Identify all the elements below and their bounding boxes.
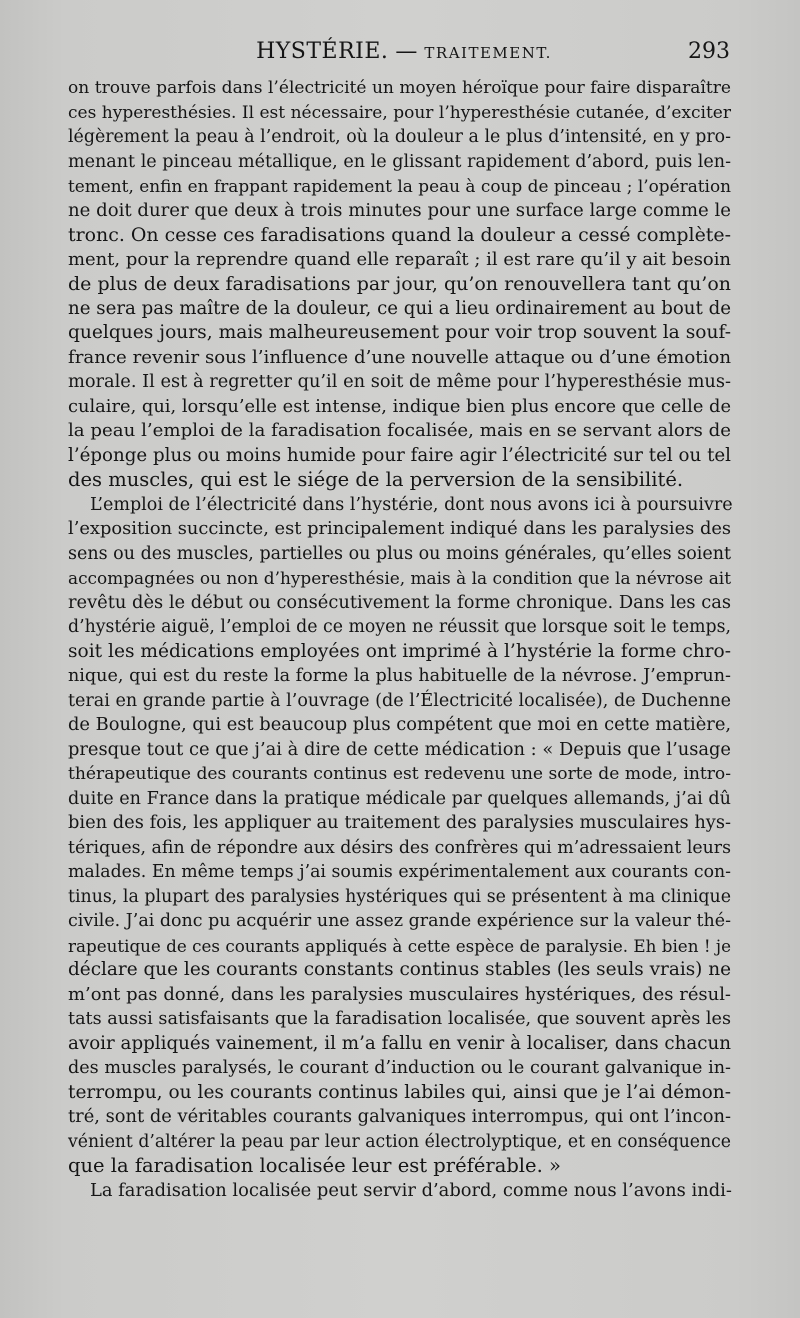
text-line: que la faradisation localisée leur est préférable. » [68, 1154, 561, 1177]
text-line: tronc. On cesse ces faradisations quand la douleur a cessé complète- [68, 224, 731, 246]
text-line: ne doit durer que deux à trois minutes pour une surface large comme le [68, 199, 731, 221]
text-line: des muscles, qui est le siége de la perversion de la sensibilité. [68, 468, 684, 491]
text-line: sens ou des muscles, partielles ou plus ou moins générales, qu’elles soient [68, 543, 731, 564]
running-head-title-group [150, 38, 688, 67]
text-line: tériques, afin de répondre aux désirs des confrères qui m’adressaient leurs [68, 837, 731, 858]
text-line: malades. En même temps j’ai soumis expérimentalement aux courants con- [68, 862, 731, 882]
text-line: ment, pour la reprendre quand elle reparaît ; il est rare qu’il y ait besoin [68, 248, 731, 270]
text-line: terai en grande partie à l’ouvrage (de l’Électricité localisée), de Duchenne [68, 690, 731, 711]
running-head [90, 38, 730, 66]
text-line: culaire, qui, lorsqu’elle est intense, indique bien plus encore que celle de [68, 395, 731, 417]
text-line: L’emploi de l’électricité dans l’hystérie, dont nous avons ici à poursuivre [90, 494, 733, 515]
chapter-title: HYSTÉRIE. [256, 39, 389, 64]
text-line: avoir appliqués vainement, il m’a fallu en venir à localiser, dans chacun [68, 1032, 731, 1054]
text-line: france revenir sous l’influence d’une nouvelle attaque ou d’une émotion [68, 346, 731, 368]
text-line: tats aussi satisfaisants que la faradisation localisée, que souvent après les [68, 1009, 731, 1029]
text-line: vénient d’altérer la peau par leur action électrolyptique, et en conséquence [68, 1131, 731, 1152]
text-line: menant le pinceau métallique, en le glissant rapidement d’abord, puis len- [68, 151, 731, 172]
text-line: rapeutique de ces courants appliqués à cette espèce de paralysie. Eh bien ! je [68, 935, 731, 956]
text-line: d’hystérie aiguë, l’emploi de ce moyen ne réussit que lorsque soit le temps, [68, 617, 731, 637]
text-line: tinus, la plupart des paralysies hystériques qui se présentent à ma clinique [68, 886, 731, 907]
text-line: ces hyperesthésies. Il est nécessaire, pour l’hyperesthésie cutanée, d’exciter [68, 102, 731, 123]
title-separator: — [395, 39, 418, 64]
text-line: des muscles paralysés, le courant d’induction ou le courant galvanique in- [68, 1058, 731, 1078]
text-line: revêtu dès le début ou consécutivement la forme chronique. Dans les cas [68, 591, 731, 613]
text-line: accompagnées ou non d’hyperesthésie, mais à la condition que la névrose ait [68, 568, 731, 588]
section-title: TRAITEMENT. [424, 44, 552, 62]
body-text [68, 76, 731, 1203]
page-number: 293 [688, 39, 730, 64]
text-line: morale. Il est à regretter qu’il en soit de même pour l’hyperesthésie mus- [68, 371, 731, 392]
text-line: tré, sont de véritables courants galvaniques interrompus, qui ont l’incon- [68, 1106, 731, 1127]
text-line: de Boulogne, qui est beaucoup plus compétent que moi en cette matière, [68, 714, 732, 735]
text-line: quelques jours, mais malheureusement pour voir trop souvent la souf- [68, 322, 731, 343]
text-line: de plus de deux faradisations par jour, qu’on renouvellera tant qu’on [68, 273, 731, 295]
text-line: on trouve parfois dans l’électricité un moyen héroïque pour faire disparaître [68, 78, 731, 98]
text-line: duite en France dans la pratique médicale par quelques allemands, j’ai dû [68, 788, 731, 809]
text-line: La faradisation localisée peut servir d’abord, comme nous l’avons indi- [90, 1179, 732, 1201]
text-line: l’éponge plus ou moins humide pour faire agir l’électricité sur tel ou tel [68, 444, 731, 466]
text-line: ne sera pas maître de la douleur, ce qui a lieu ordinairement au bout de [68, 297, 731, 319]
text-line: nique, qui est du reste la forme la plus habituelle de la névrose. J’emprun- [68, 666, 731, 686]
text-line: bien des fois, les appliquer au traitement des paralysies musculaires hys- [68, 812, 731, 833]
text-line: tement, enfin en frappant rapidement la peau à coup de pinceau ; l’opération [68, 176, 731, 196]
text-line: presque tout ce que j’ai à dire de cette médication : « Depuis que l’usage [68, 738, 731, 760]
text-line: déclare que les courants constants continus stables (les seuls vrais) ne [68, 959, 731, 980]
text-line: thérapeutique des courants continus est redevenu une sorte de mode, intro- [68, 764, 731, 784]
text-line: la peau l’emploi de la faradisation focalisée, mais en se servant alors de [68, 420, 731, 441]
text-line: légèrement la peau à l’endroit, où la douleur a le plus d’intensité, en y pro- [68, 127, 731, 147]
text-line: m’ont pas donné, dans les paralysies musculaires hystériques, des résul- [68, 983, 731, 1005]
text-line: l’exposition succincte, est principalement indiqué dans les paralysies des [68, 518, 732, 539]
text-line: civile. J’ai donc pu acquérir une assez grande expérience sur la valeur thé- [68, 911, 731, 931]
text-line: terrompu, ou les courants continus labiles qui, ainsi que je l’ai démon- [68, 1081, 731, 1103]
text-line: soit les médications employées ont imprimé à l’hystérie la forme chro- [68, 640, 731, 662]
